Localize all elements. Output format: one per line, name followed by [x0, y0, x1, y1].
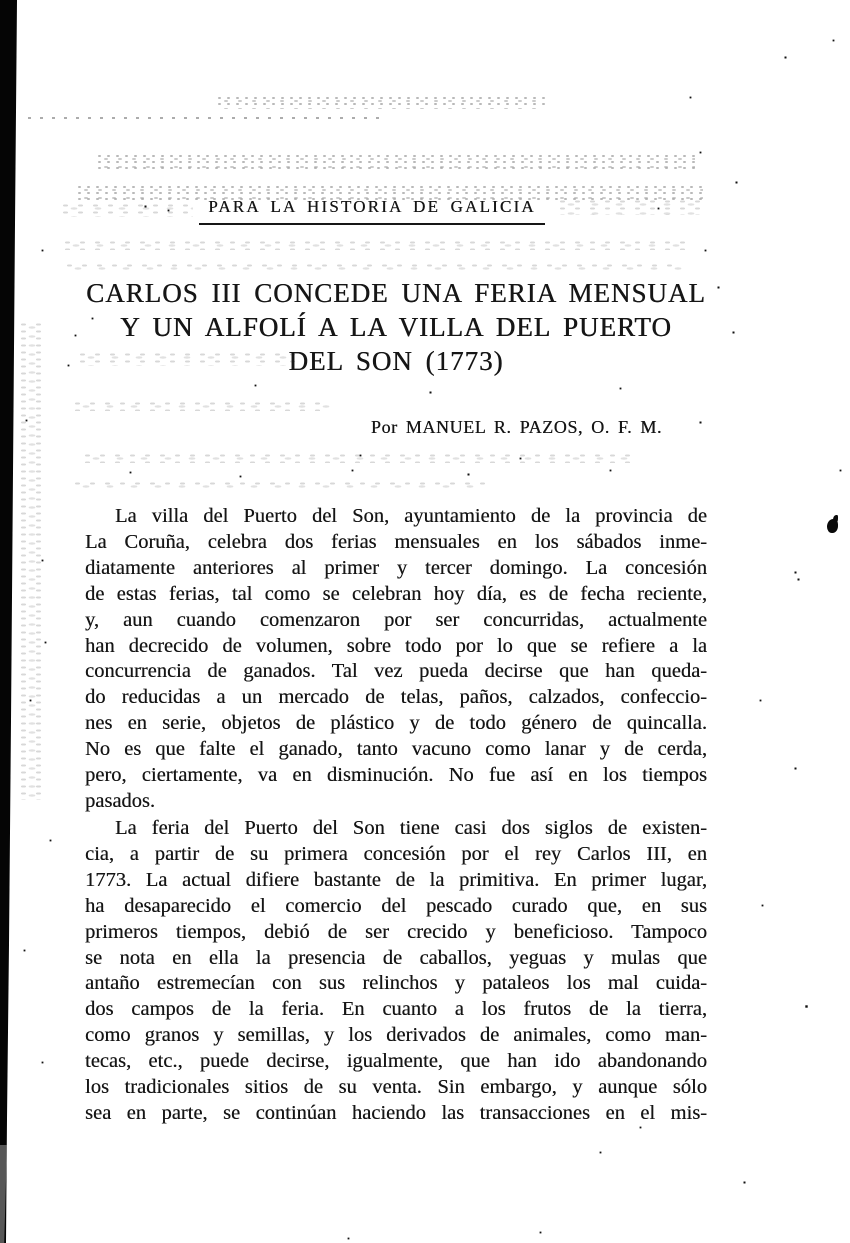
bleedthrough-noise-line — [215, 94, 545, 109]
scan-speckle-row — [28, 117, 388, 119]
text-line: primeros tiempos, debió de ser crecido y beneficioso. Tampoco — [85, 920, 707, 943]
text-line: pero, ciertamente, va en disminución. No fue así en los tiempos — [85, 764, 707, 787]
bleedthrough-noise — [62, 261, 682, 271]
text-line: La Coruña, celebra dos ferias mensuales en los sábados inme- — [85, 530, 707, 553]
text-line: los tradicionales sitios de su venta. Sin embargo, y aunque sólo — [85, 1076, 707, 1099]
text-line: concurrencia de ganados. Tal vez pueda decirse que han queda- — [85, 660, 707, 683]
text-line: sea en parte, se continúan haciendo las transacciones en el mis- — [85, 1101, 707, 1124]
article-title-line: Y UN ALFOLÍ A LA VILLA DEL PUERTO — [120, 312, 672, 342]
text-line: pasados. — [85, 789, 156, 812]
paragraph-1 — [85, 504, 707, 815]
series-heading-wrap — [61, 197, 683, 225]
text-line: do reducidas a un mercado de telas, paños, calzados, confeccio- — [85, 686, 707, 709]
text-line: nes en serie, objetos de plástico y de todo género de quincalla. — [85, 712, 707, 735]
text-line: cia, a partir de su primera concesión por el rey Carlos III, en — [85, 842, 707, 865]
bleedthrough-noise — [70, 479, 490, 489]
byline-text: Por MANUEL R. PAZOS, O. F. M. — [370, 417, 662, 437]
text-line: No es que falte el ganado, tanto vacuno como lanar y de cerda, — [85, 738, 707, 761]
article-title — [85, 276, 707, 378]
scan-edge-artifact — [0, 0, 18, 1243]
text-line: ha desaparecido el comercio del pescado curado que, en sus — [85, 894, 707, 917]
text-line: se nota en ella la presencia de caballos, yeguas y mulas que — [85, 946, 707, 969]
bleedthrough-noise — [60, 238, 690, 250]
text-line: tecas, etc., puede decirse, igualmente, que han ido abandonando — [85, 1050, 707, 1073]
text-line: antaño estremecían con sus relinchos y pataleos los mal cuida- — [85, 972, 707, 995]
text-line: han decrecido de volumen, sobre todo por lo que se refiere a la — [85, 634, 707, 657]
text-line: dos campos de la feria. En cuanto a los frutos de la tierra, — [85, 998, 707, 1021]
text-line: como granos y semillas, y los derivados de animales, como man- — [85, 1024, 707, 1047]
text-line: 1773. La actual difiere bastante de la primitiva. En primer lugar, — [85, 868, 707, 891]
byline — [85, 417, 707, 438]
ink-blot — [827, 519, 838, 533]
text-line: y, aun cuando comenzaron por ser concurridas, actualmente — [85, 608, 707, 631]
article-title-line: DEL SON (1773) — [288, 346, 504, 376]
bleedthrough-noise — [80, 451, 640, 463]
bleedthrough-noise — [70, 399, 330, 411]
article-title-line: CARLOS III CONCEDE UNA FERIA MENSUAL — [86, 278, 706, 308]
text-line: La villa del Puerto del Son, ayuntamiento de la provincia de — [115, 505, 707, 527]
text-line: La feria del Puerto del Son tiene casi dos siglos de existen- — [115, 817, 707, 839]
text-line: diatamente anteriores al primer y tercer domingo. La concesión — [85, 556, 707, 579]
bleedthrough-noise — [16, 320, 42, 800]
bleedthrough-noise-line — [95, 152, 695, 170]
text-line: de estas ferias, tal como se celebran hoy día, es de fecha reciente, — [85, 582, 707, 605]
paragraph-2 — [85, 816, 707, 1127]
series-heading: PARA LA HISTORIA DE GALICIA — [199, 197, 545, 225]
